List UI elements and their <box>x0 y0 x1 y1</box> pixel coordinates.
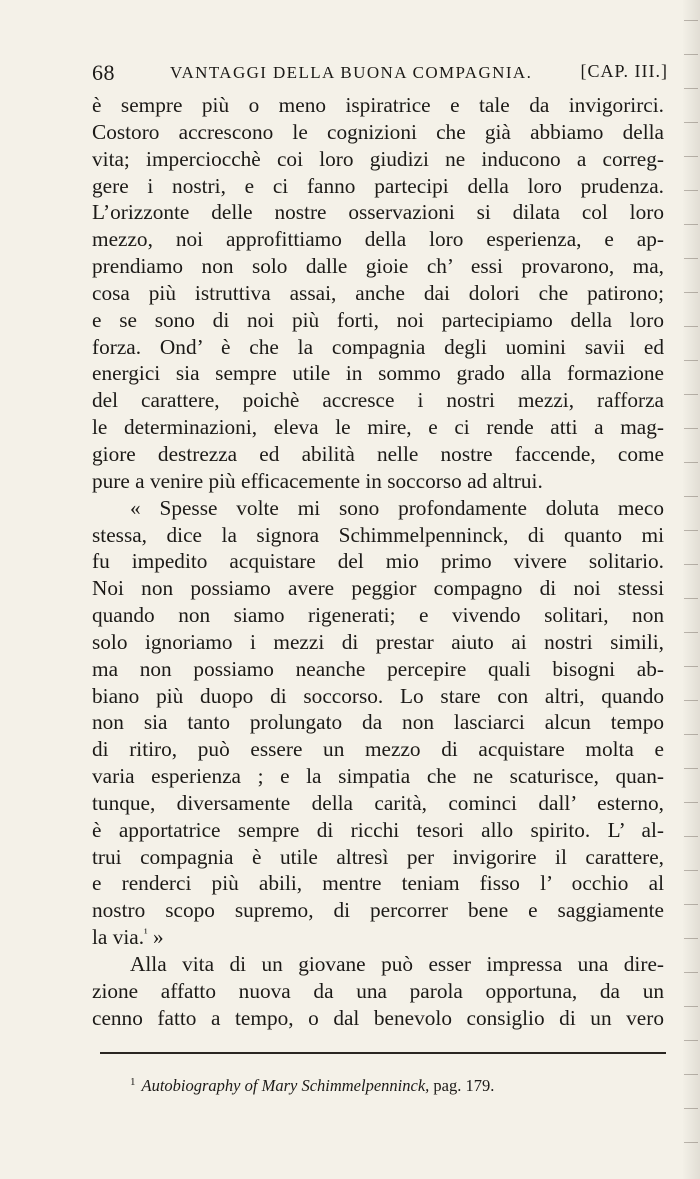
edge-mark <box>684 632 698 633</box>
text-line: è sempre più o meno ispiratrice e tale da invigorirci. <box>92 93 664 117</box>
text-line: solo ignoriamo i mezzi di prestar aiuto ai nostri simili, <box>92 629 664 654</box>
edge-mark <box>684 258 698 259</box>
text-line: non sia tanto prolungato da non lasciarci alcun tempo <box>92 710 664 735</box>
paragraph-1 <box>92 92 664 495</box>
running-title: VANTAGGI DELLA BUONA COMPAGNIA. <box>170 63 533 82</box>
text-line: tunque, diversamente della carità, cominci dall’ esterno, <box>92 790 664 815</box>
edge-mark <box>684 734 698 735</box>
text-line: stessa, dice la signora Schimmelpenninck, di quanto mi <box>92 522 664 547</box>
text-line: fu impedito acquistare del mio primo vivere solitario. <box>92 549 664 574</box>
footnote-divider <box>100 1052 666 1054</box>
chapter-label: [CAP. III.] <box>580 61 668 81</box>
edge-mark <box>684 462 698 463</box>
text-line: trui compagnia è utile altresì per invigorire il carattere, <box>92 844 664 869</box>
page-edge-marks <box>680 0 700 1179</box>
text-line: del carattere, poichè accresce i nostri mezzi, rafforza <box>92 388 664 413</box>
paragraph-2 <box>92 495 664 951</box>
edge-mark <box>684 20 698 21</box>
page-header <box>92 60 670 88</box>
text-line: prendiamo non solo dalle gioie ch’ essi provarono, ma, <box>92 254 664 279</box>
edge-mark <box>684 394 698 395</box>
text-line: Costoro accrescono le cognizioni che già abbiamo della <box>92 119 664 144</box>
paragraph-3 <box>92 951 664 1032</box>
edge-mark <box>684 802 698 803</box>
edge-mark <box>684 428 698 429</box>
text-line: energici sia sempre utile in sommo grado alla formazione <box>92 361 664 386</box>
edge-mark <box>684 190 698 191</box>
body-text <box>92 92 664 1032</box>
edge-mark <box>684 1006 698 1007</box>
edge-mark <box>684 54 698 55</box>
footnote-number: 1 <box>130 1076 136 1088</box>
edge-mark <box>684 598 698 599</box>
edge-mark <box>684 88 698 89</box>
edge-mark <box>684 972 698 973</box>
edge-mark <box>684 938 698 939</box>
text-line: giore destrezza ed abilità nelle nostre faccende, come <box>92 441 664 466</box>
edge-mark <box>684 360 698 361</box>
edge-mark <box>684 224 698 225</box>
text-line: quando non siamo rigenerati; e vivendo solitari, non <box>92 603 664 628</box>
text-line: gere i nostri, e ci fanno partecipi della loro prudenza. <box>92 173 664 198</box>
edge-mark <box>684 904 698 905</box>
text-line: mezzo, noi approfittiamo della loro esperienza, e ap- <box>92 227 664 252</box>
text-line: cosa più istruttiva assai, anche dai dolori che patirono; <box>92 280 664 305</box>
edge-mark <box>684 666 698 667</box>
edge-mark <box>684 1040 698 1041</box>
page-number: 68 <box>92 60 115 85</box>
edge-mark <box>684 530 698 531</box>
text-line-final <box>92 924 664 951</box>
text-line: cenno fatto a tempo, o dal benevolo consiglio di un vero <box>92 1005 664 1030</box>
edge-mark <box>684 1142 698 1143</box>
text-line: zione affatto nuova da una parola opportuna, da un <box>92 978 664 1003</box>
text-line: nostro scopo supremo, di percorrer bene e saggiamente <box>92 898 664 923</box>
edge-mark <box>684 768 698 769</box>
closing-quote: » <box>147 925 164 950</box>
edge-mark <box>684 564 698 565</box>
edge-mark <box>684 870 698 871</box>
text-line: biano più duopo di soccorso. Lo stare con altri, quando <box>92 683 664 708</box>
text-line: Alla vita di un giovane può esser impressa una dire- <box>130 952 664 976</box>
edge-mark <box>684 292 698 293</box>
edge-mark <box>684 1108 698 1109</box>
text-line: pure a venire più efficacemente in soccorso ad altrui. <box>92 468 543 493</box>
text-fragment: la via. <box>92 925 145 950</box>
footnote <box>130 1072 650 1096</box>
text-line: Noi non possiamo avere peggior compagno di noi stessi <box>92 576 664 601</box>
text-line: vita; imperciocchè coi loro giudizi ne inducono a correg- <box>92 146 664 171</box>
text-line: forza. Ond’ è che la compagnia degli uomini savii ed <box>92 334 664 359</box>
footnote-title: Autobiography of Mary Schimmelpenninck, <box>141 1076 430 1095</box>
edge-mark <box>684 700 698 701</box>
text-line: di ritiro, può essere un mezzo di acquistare molta e <box>92 737 664 762</box>
text-line: e renderci più abili, mentre teniam fisso l’ occhio al <box>92 871 664 896</box>
edge-mark <box>684 326 698 327</box>
text-line: è apportatrice sempre di ricchi tesori allo spirito. L’ al- <box>92 817 664 842</box>
edge-mark <box>684 1074 698 1075</box>
text-line: L’orizzonte delle nostre osservazioni si dilata col loro <box>92 200 664 225</box>
footnote-reference[interactable]: ¹ <box>144 926 148 941</box>
edge-mark <box>684 122 698 123</box>
edge-mark <box>684 836 698 837</box>
edge-mark <box>684 156 698 157</box>
footnote-page-ref: pag. 179. <box>429 1076 495 1095</box>
text-line: « Spesse volte mi sono profondamente doluta meco <box>130 495 664 520</box>
text-line: varia esperienza ; e la simpatia che ne scaturisce, quan- <box>92 764 664 789</box>
text-line: e se sono di noi più forti, noi partecipiamo della loro <box>92 307 664 332</box>
edge-mark <box>684 496 698 497</box>
text-line: le determinazioni, eleva le mire, e ci rende atti a mag- <box>92 415 664 440</box>
text-line: ma non possiamo neanche percepire quali bisogni ab- <box>92 656 664 681</box>
